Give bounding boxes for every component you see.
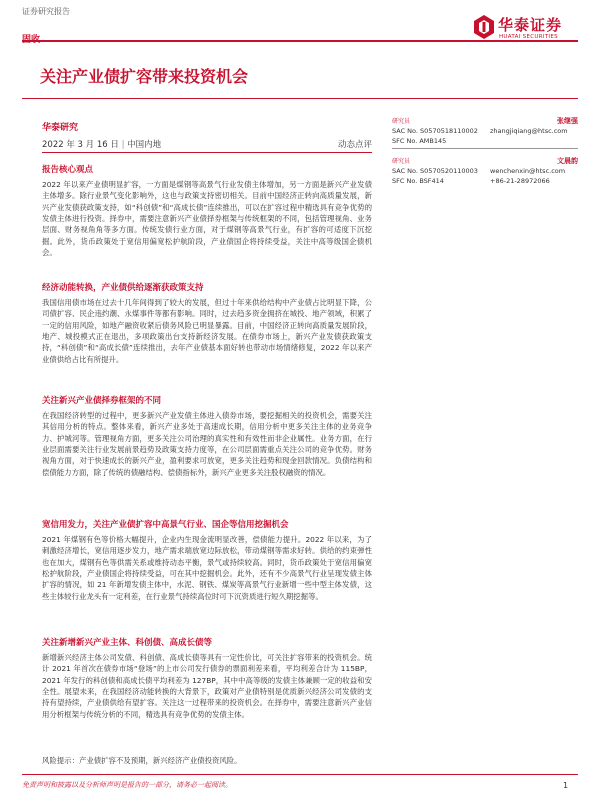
disclaimer-footer: 免责声明和披露以及分析师声明是报告的一部分，请务必一起阅读。 [22, 781, 232, 789]
footer-rule [22, 774, 578, 775]
meta-rule [42, 152, 372, 153]
section-body: 2022 年以来产业债明显扩容，一方面是煤钢等高景气行业发债主体增加，另一方面是新兴产业发债主体增多。除行业景气变化影响外，这也与政策支持密切相关。目前中国经济正转向高质量发展，新兴产业发债获政策支持，如“科创债”和“高成长债”连续推出，可以在扩容过程中精选具有竞争优势的发债主体进行投资。择券中，需要注意新兴产业债择券框架与传统框架的不同，包括管理视角、业务层面、财务视角角等多方面。传统发债行业方面，对于煤钢等高景气行业，有扩容的可适度下沉挖掘。此外，货币政策处于宽信用偏宽松护航阶段，产业债国企将持续受益，关注中高等级国企债机会。 [42, 180, 372, 258]
report-type-label: 证券研究报告 [22, 7, 70, 16]
section-policy-support [42, 282, 372, 365]
section-body: 在我国经济转型的过程中，更多新兴产业发债主体进入债券市场，要挖掘相关的投资机会，需要关注其信用分析的特点。整体来看，新兴产业多处于高速成长期，信用分析中更多关注主体的业务竞争力、护城河等。管理视角方面，更多关注公司治理的真实性和有效性而非企业属性。业务方面，在行业层面需要关注行业发展前景趋势及政策支持力度等，在公司层面需重点关注公司的竞争优势。财务视角方面，对于快速成长的新兴产业，盈利要求可放宽，更多关注趋势和现金回款情况。负债结构和偿债能力方面，除了传统的债融结构、偿债指标外，新兴产业更多关注股权融资的情况。 [42, 411, 372, 477]
section-heading: 宽信用发力，关注产业债扩容中高景气行业、国企等信用挖掘机会 [42, 520, 289, 530]
analyst-name: 张继强 [557, 117, 578, 125]
section-body: 新增新兴经济主体公司发债、科创债、高成长债等具有一定性价比，可关注扩容带来的投资机会。统计 2021 年首次在债券市场“登场”的上市公司发行债券的票面利差来看，平均利差合计为 115BP，2021 年发行的科创债和高成长债平均利差为 127BP，其中中高等级的发债主体兼顾一定的收益和安全性。展望未来，在我国经济动能转换的大背景下，政策对产业债特别是优质新兴经济公司发债的支持有望持续，产业债供给有望扩容。关注这一过程带来的投资机会。在择券中，需要注意新兴产业信用分析框架与传统分析的不同，精选具有竞争优势的发债主体。 [42, 653, 372, 719]
logo-text-cn: 华泰证券 [498, 16, 563, 34]
section-new-issuers [42, 637, 372, 720]
analyst-sac: SAC No. S0570518110002 [392, 127, 478, 135]
section-core-views [42, 164, 372, 258]
analyst-block-1 [392, 116, 578, 149]
source-label: 华泰研究 [42, 123, 79, 133]
section-heading: 关注新兴产业债择券框架的不同 [42, 396, 162, 406]
section-body: 2021 年煤钢有色等价格大幅提升，企业内生现金流明显改善，偿债能力提升。2022 年以来，为了刺激经济增长，宽信用逐步发力，地产需求端放宽边际放松，带动煤钢等需求好转。供给的约束弹性也在加大，煤钢有色等供需关系或维持动态平衡，景气或持续较高。同时，货币政策处于宽信用偏宽松护航阶段，产业债国企将持续受益，可在其中挖掘机会。此外，还有不少高景气行业呈现发债主体扩容的情况，如 21 年新增发债主体中，水泥、钢铁、煤炭等高景气行业新增一些中型主体发债，这些主体较行业龙头有一定利差，在行业景气持续高位时可下沉资质进行短久期挖掘等。 [42, 535, 372, 601]
report-date: 2022 年 3 月 16 日 [42, 140, 119, 150]
analyst-email[interactable]: wenchenxin@htsc.com [490, 167, 566, 175]
section-body: 我国信用债市场在过去十几年间得到了较大的发展，但过十年来供给结构中产业债占比明显下降，公司债扩容、民企违约潮、永煤事件等都有影响。同时，过去趋多资金拥挤在城投、地产领域，积累了一定的信用风险，如地产融资收紧后债务风险已明显暴露。目前，中国经济正转向高质量发展阶段，地产、城投模式正在退出，多项政策出台支持新经济发展。在债券市场上，新兴产业发债获政策支持，“科创债”和“高成长债”连续推出，去年产业债基本面好转也带动市场情绪修复，2022 年以来产业债供给占比有所提升。 [42, 298, 372, 364]
analyst-role: 研究员 [392, 158, 411, 165]
report-kind: 动态点评 [337, 140, 372, 150]
logo-mark-icon [473, 14, 495, 40]
report-title: 关注产业债扩容带来投资机会 [40, 67, 249, 86]
section-heading: 关注新增新兴产业主体、科创债、高成长债等 [42, 638, 213, 648]
analyst-email[interactable]: zhangjiqiang@htsc.com [490, 127, 568, 135]
dateline: 2022 年 3 月 16 日 | 中国内地 动态点评 [42, 140, 372, 150]
header-rule [22, 40, 578, 42]
analyst-sac: SAC No. S0570520110003 [392, 167, 478, 175]
section-heading: 报告核心观点 [42, 165, 94, 175]
analyst-block-2 [392, 156, 578, 186]
logo-text-en: HUATAI SECURITIES [499, 34, 558, 40]
analyst-sfc: SFC No. BSF414 [392, 177, 444, 185]
section-heading: 经济动能转换，产业债供给逐渐获政策支持 [42, 283, 204, 293]
title-rule [22, 98, 578, 99]
risk-note: 风险提示：产业债扩容不及预期，新兴经济产业债投资风险。 [42, 756, 242, 765]
page-number: 1 [563, 781, 569, 790]
analyst-phone: +86-21-28972066 [490, 177, 550, 185]
analyst-sfc: SFC No. AMB145 [392, 137, 447, 145]
report-region: 中国内地 [127, 140, 162, 150]
analyst-role: 研究员 [392, 118, 411, 125]
analyst-name: 文晨韵 [557, 157, 578, 165]
category-bar [22, 27, 462, 39]
section-framework [42, 395, 372, 478]
section-high-prosperity [42, 519, 372, 602]
